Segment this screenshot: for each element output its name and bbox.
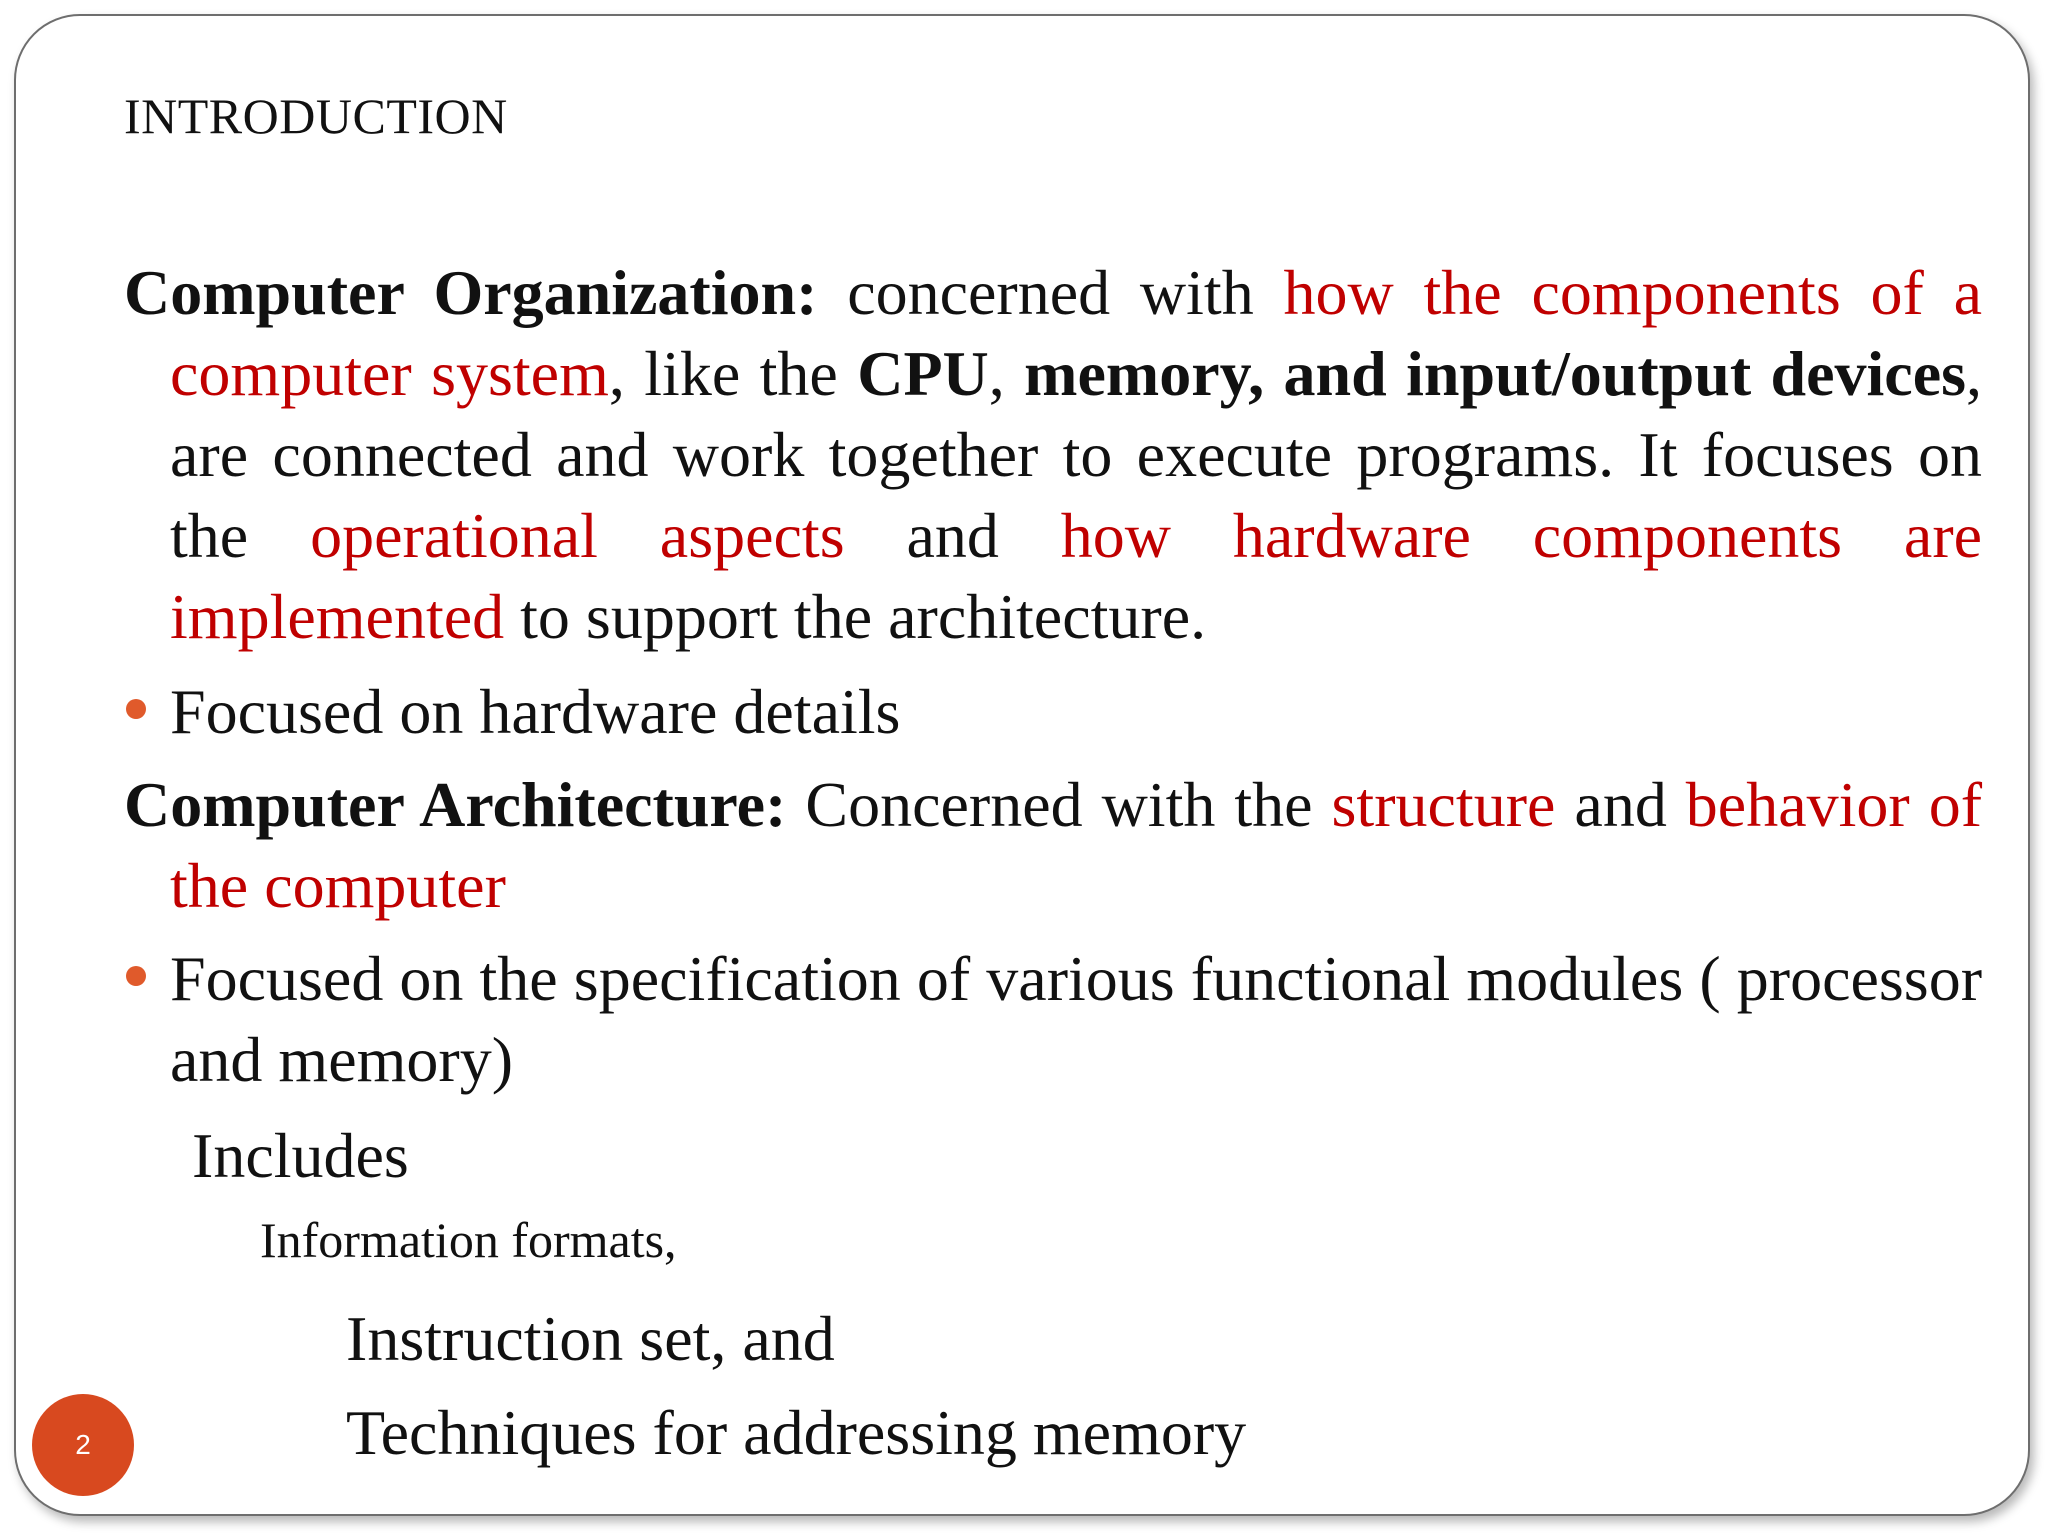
organization-paragraph <box>124 252 1982 657</box>
bullet-hardware-details <box>124 671 1982 752</box>
organization-memory-io: memory, and input/output devices <box>1024 338 1967 409</box>
bullet-dot-icon <box>126 966 146 986</box>
organization-highlight-1: how the components of a computer system <box>170 257 1983 409</box>
bullet-hardware-details-text: Focused on hardware details <box>170 676 901 747</box>
organization-term: Computer Organization: <box>124 257 818 328</box>
slide-content <box>124 252 1982 1480</box>
architecture-text-1: Concerned with the <box>786 769 1332 840</box>
bullet-dot-icon <box>126 699 146 719</box>
organization-highlight-2: operational aspects <box>310 500 845 571</box>
architecture-paragraph <box>124 764 1982 926</box>
slide-number-badge: 2 <box>32 1394 134 1496</box>
architecture-highlight-1: structure <box>1331 769 1556 840</box>
organization-text-2: , like the <box>608 338 858 409</box>
organization-text-6: to support the architecture. <box>504 581 1207 652</box>
includes-item-information-formats: Information formats, <box>260 1212 677 1268</box>
includes-label: Includes <box>192 1120 409 1191</box>
bullet-functional-modules-text: Focused on the specification of various functional modules ( processor and memory) <box>170 943 1982 1095</box>
architecture-term: Computer Architecture: <box>124 769 787 840</box>
architecture-highlight-2: behavior of the computer <box>170 769 1982 921</box>
bullet-functional-modules <box>124 938 1982 1100</box>
organization-text-3: , <box>988 338 1025 409</box>
organization-text-5: and <box>844 500 1061 571</box>
organization-text-1: concerned with <box>817 257 1284 328</box>
includes-item-instruction-set: Instruction set, and <box>346 1303 835 1374</box>
slide-title: INTRODUCTION <box>124 88 508 144</box>
organization-cpu: CPU <box>857 338 989 409</box>
organization-highlight-3: how hardware components are implemented <box>170 500 1983 652</box>
architecture-text-2: and <box>1555 769 1686 840</box>
includes-item-addressing-memory: Techniques for addressing memory <box>346 1397 1247 1468</box>
organization-text-4: , are connected and work together to execute programs. It focuses on the <box>170 338 1983 571</box>
